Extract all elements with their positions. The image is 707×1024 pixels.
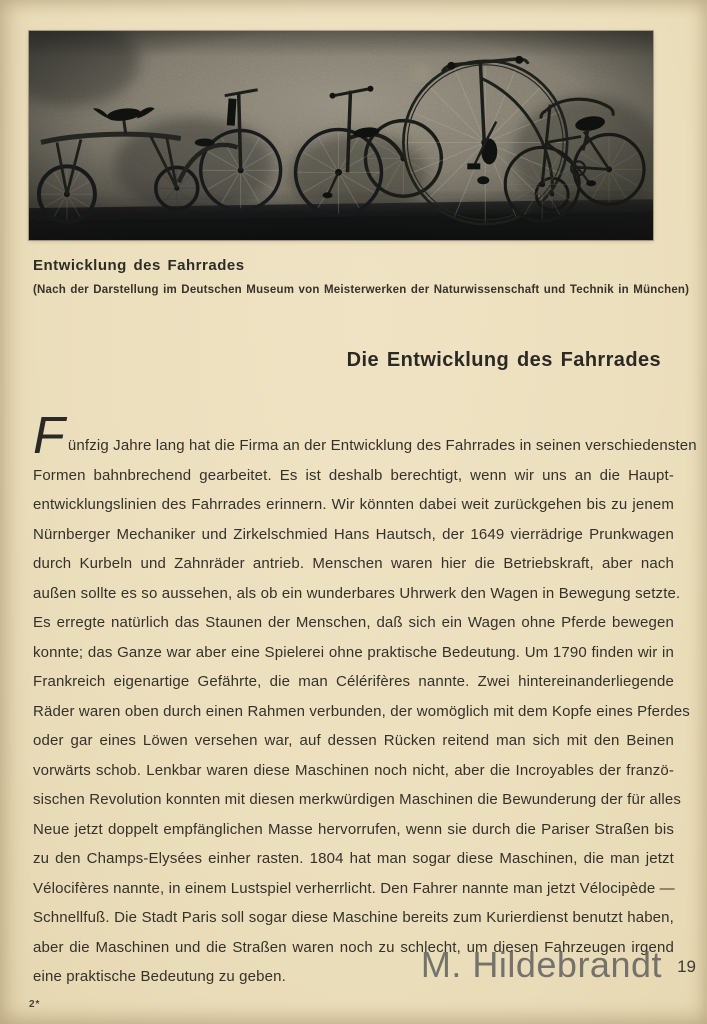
chapter-heading: Die Entwicklung des Fahrrades xyxy=(346,349,661,371)
body-line: Fünfzig Jahre lang hat die Firma an der Entwicklung des Fahrrades in seinen verschiedensten xyxy=(33,407,697,465)
bicycle-photo-illustration xyxy=(29,31,653,240)
photo-caption-source: (Nach der Darstellung im Deutschen Museum von Meisterwerken der Naturwissenschaft und Technik in München) xyxy=(33,284,690,296)
body-line: Schnellfuß. Die Stadt Paris soll sogar diese Maschine bereits zum Kurierdienst benutzt haben, xyxy=(33,909,674,926)
body-line: Formen bahnbrechend gearbeitet. Es ist deshalb berechtigt, wenn wir uns an die Haupt- xyxy=(33,466,674,484)
body-line: eine praktische Bedeutung zu geben. xyxy=(33,968,286,985)
body-line: oder gar eines Löwen versehen war, auf dessen Rücken reitend man sich mit den Beinen xyxy=(33,732,674,749)
body-line: konnte; das Ganze war aber eine Spielerei ohne praktische Bedeutung. Um 1790 finden wir in xyxy=(33,643,674,661)
bicycle-photo xyxy=(29,31,653,240)
body-line: Vélocifères nannte, in einem Lustspiel verherrlicht. Den Fahrer nannte man jetzt Vélocipède — xyxy=(33,879,675,897)
body-line: sischen Revolution konnten mit diesen merkwürdigen Maschinen die Bewunderung der für alles xyxy=(33,791,682,808)
body-line: aber die Maschinen und die Straßen waren noch zu schlecht, um diesen Fahrzeugen irgend xyxy=(33,938,674,956)
photo-caption-title: Entwicklung des Fahrrades xyxy=(33,257,245,274)
watermark-signature: M. Hildebrandt xyxy=(420,944,662,985)
body-line: Frankreich eigenartige Gefährte, die man Célérifères nannte. Zwei hintereinanderliegende xyxy=(33,673,674,690)
body-line: Neue jetzt doppelt empfänglichen Masse hervorrufen, wenn sie durch die Pariser Straßen bis xyxy=(33,820,674,838)
body-line: Räder waren oben durch einen Rahmen verbunden, der womöglich mit dem Kopfe eines Pferdes xyxy=(33,702,690,720)
body-line-text: ünfzig Jahre lang hat die Firma an der Entwicklung des Fahrrades in seinen verschiedensten xyxy=(67,437,697,454)
body-line: durch Kurbeln und Zahnräder antrieb. Menschen waren hier die Betriebskraft, aber nach xyxy=(33,555,674,572)
printer-signature-mark: 2* xyxy=(29,999,41,1010)
body-line: Nürnberger Mechaniker und Zirkelschmied Hans Hautsch, der 1649 vierrädrige Prunkwagen xyxy=(33,525,674,543)
page-number: 19 xyxy=(677,957,696,976)
body-line: Es erregte natürlich das Staunen der Menschen, daß sich ein Wagen ohne Pferde bewegen xyxy=(33,614,674,631)
body-line: entwicklungslinien des Fahrrades erinnern. Wir könnten dabei weit zurückgehen bis zu jenem xyxy=(33,496,674,513)
body-line: zu den Champs-Elysées einher rasten. 1804 hat man sogar diese Maschinen, die man jetzt xyxy=(33,850,674,867)
body-line: vorwärts schob. Lenkbar waren diese Maschinen noch nicht, aber die Incroyables der franzö- xyxy=(33,761,674,779)
body-line: außen sollte es so aussehen, als ob ein wunderbares Uhrwerk den Wagen in Bewegung setzte. xyxy=(33,584,681,602)
